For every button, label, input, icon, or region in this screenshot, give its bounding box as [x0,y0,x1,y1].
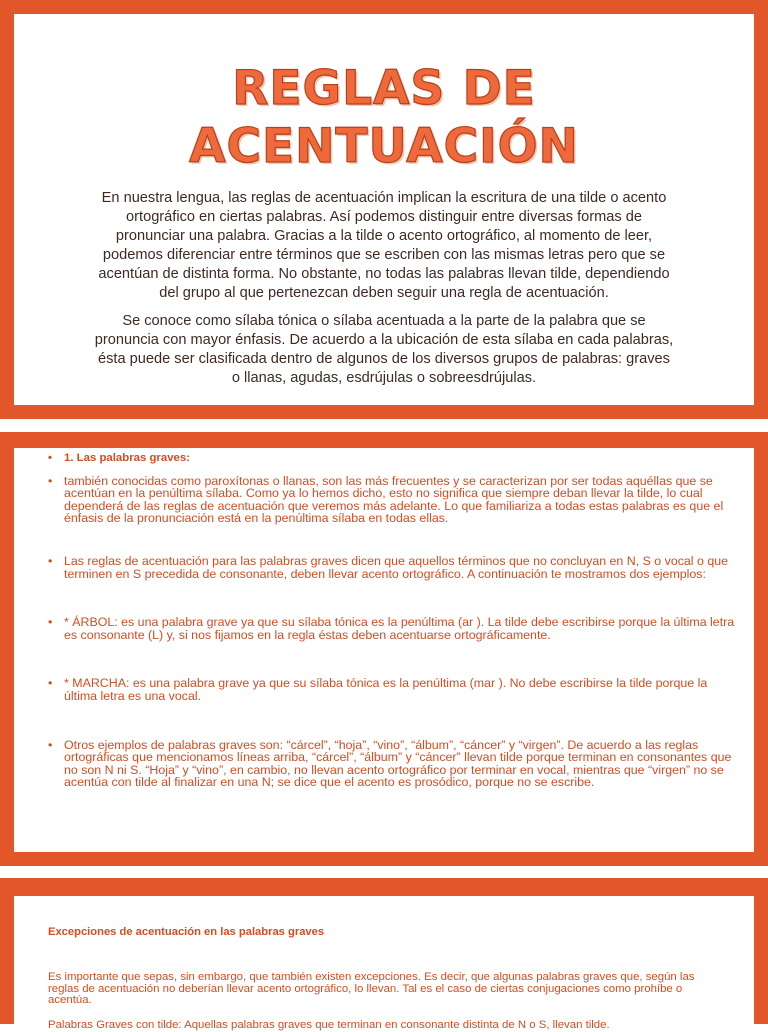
slide-content-excepciones [14,896,754,1031]
section-paragraph-cut: Palabras Graves con tilde: Aquellas palabras graves que terminan en consonante distinta de N o S, llevan tilde. [48,1019,610,1031]
intro-paragraph-1: En nuestra lengua, las reglas de acentuación implican la escritura de una tilde o acento ortográfico en ciertas palabras. Así podemos distinguir entre diversas formas de pronunciar una palabra. Gracias a la tilde o acento ortográfico, al momento de leer, podemos diferenciar entre términos que se escriben con las mismas letras pero que se acentúan de distinta forma. No obstante, no todas las palabras llevan tilde, dependiendo del grupo al que pertenezcan deben seguir una regla de acentuación. [98,190,670,301]
intro-text [92,189,676,397]
list-item: • también conocidas como paroxítonas o llanas, son las más frecuentes y se caracterizan por ser todas aquéllas que se acentúan en la penúltima sílaba. Como ya lo hemos dicho, esto no significa que siempre deban llevar la tilde, lo cual dependerá de las reglas de acentuación que veremos más adelante. Lo que familiariza a todas estas palabras es que el énfasis de la pronunciación está en la penúltima sílaba en todas ellas. [48,475,736,525]
slide-content-intro [14,14,754,405]
list-item: • Otros ejemplos de palabras graves son: “cárcel”, “hoja”, “vino”, “álbum”, “cáncer” y “virgen”. De acuerdo a las reglas ortográficas que mencionamos líneas arriba, “cárcel”, “álbum” y “cáncer” llevan tilde porque terminan en consonantes que no son N ni S. “Hoja” y “vino”, en cambio, no llevan acento ortográfico por terminar en vocal, mientras que “virgen” no se acentúa con tilde al finalizar en una N; se dice que el acento es prosódico, porque no se escribe. [48,739,736,789]
slide-content-graves [14,448,754,852]
list-item: • * ÁRBOL: es una palabra grave ya que su sílaba tónica es la penúltima (ar ). La tilde debe escribirse porque la última letra es consonante (L) y, si nos fijamos en la regla éstas deben acentuarse ortográficamente. [48,616,736,641]
graves-bullet-list [48,452,736,789]
section-heading: Excepciones de acentuación en las palabras graves [48,926,325,938]
title-line-1: REGLAS DE [232,61,536,116]
slide-frame-excepciones [0,878,768,1031]
intro-paragraph-2: Se conoce como sílaba tónica o sílaba acentuada a la parte de la palabra que se pronuncia con mayor énfasis. De acuerdo a la ubicación de esta sílaba en cada palabras, ésta puede ser clasificada dentro de algunos de los diversos grupos de palabras: graves o llanas, agudas, esdrújulas o sobreesdrújulas. [94,313,674,386]
section-paragraph: Es importante que sepas, sin embargo, que también existen excepciones. Es decir, que algunas palabras graves que, según las reglas de acentuación no deberían llevar acento ortográfico, lo llevan. Tal es el caso de ciertas conjugaciones como prohíbe o acentúa. [48,971,695,1007]
list-item-heading: • 1. Las palabras graves: [48,452,736,465]
slide-frame-graves [0,432,768,866]
list-item: • * MARCHA: es una palabra grave ya que su sílaba tónica es la penúltima (mar ). No debe escribirse la tilde porque la última letra es una vocal. [48,677,736,702]
title-line-2: ACENTUACIÓN [189,119,579,174]
slide-frame-intro [0,0,768,419]
page-title [14,60,754,176]
list-item: • Las reglas de acentuación para las palabras graves dicen que aquellos términos que no concluyan en N, S o vocal o que terminen en S precedida de consonante, deben llevar acento ortográfico. A continuación te mostramos dos ejemplos: [48,555,736,580]
